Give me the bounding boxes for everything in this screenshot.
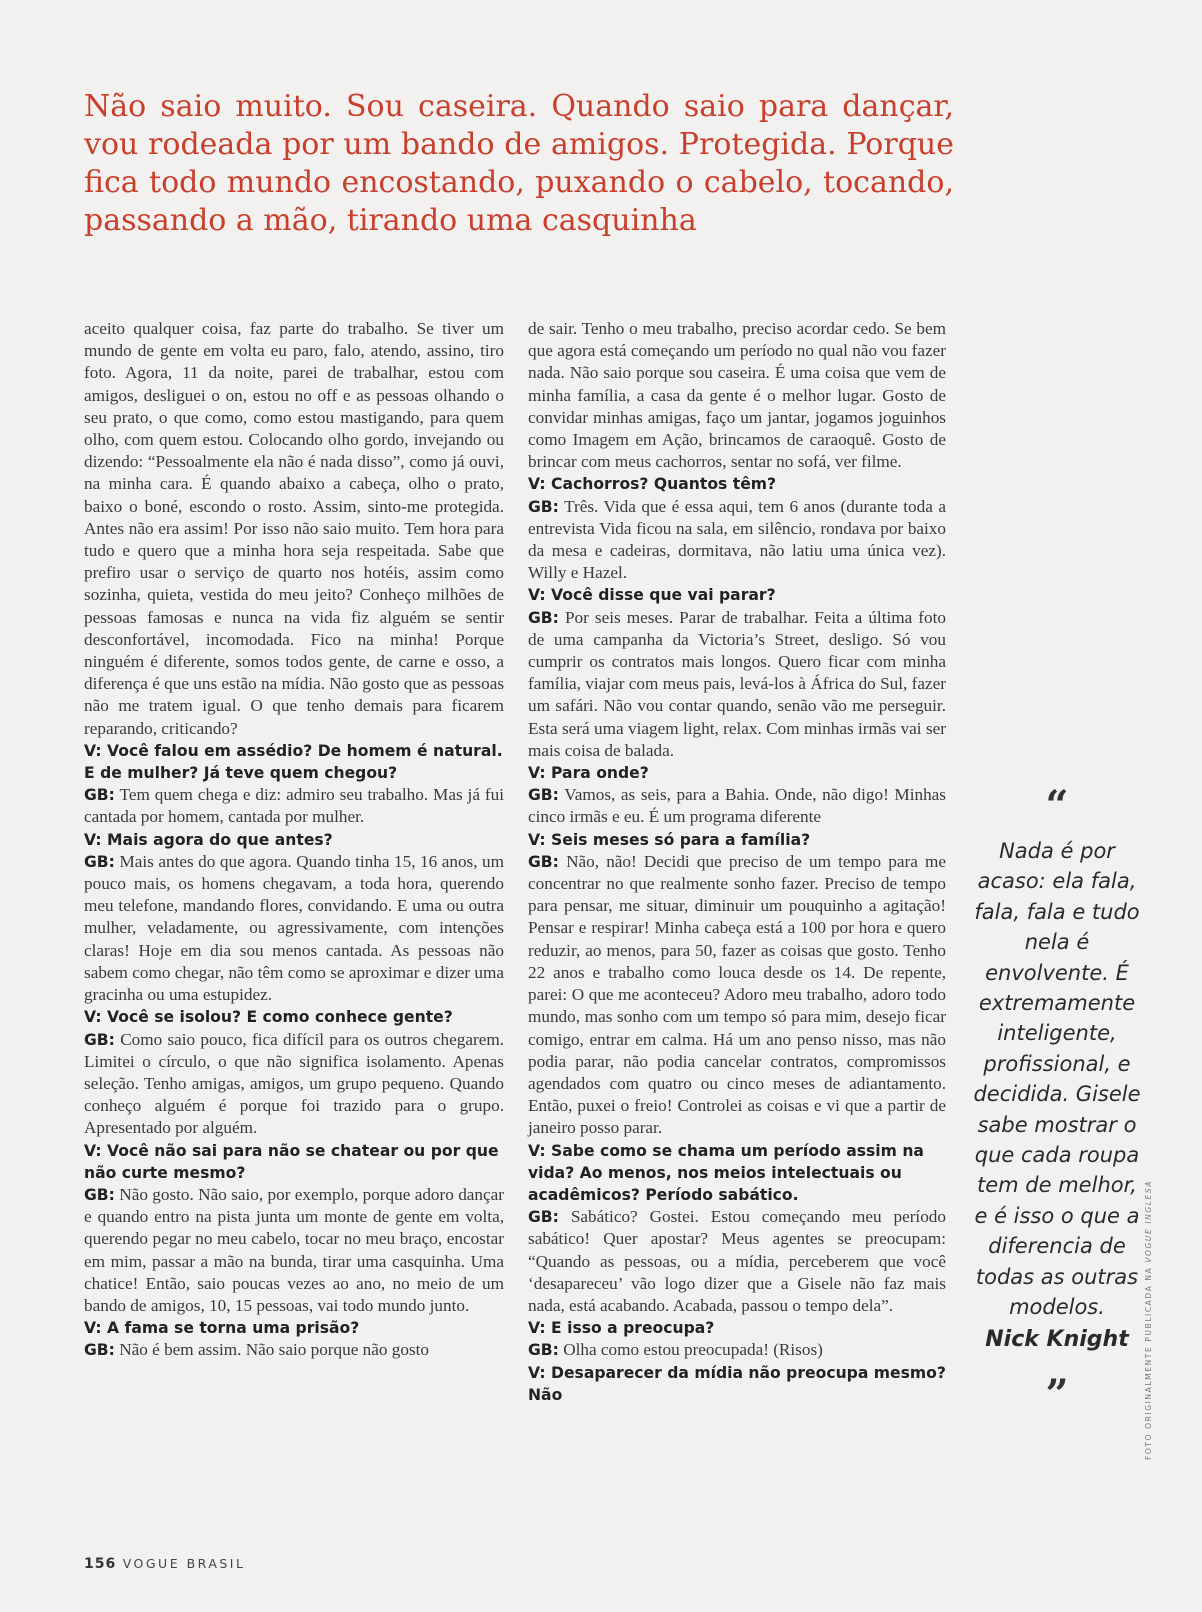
body-paragraph: aceito qualquer coisa, faz parte do trabalho. Se tiver um mundo de gente em volta eu paro, falo, atendo, assino, tiro foto. Agora, 11 da noite, parei de trabalhar, estou com amigos, desliguei o on, estou no off e as pessoas olhando o seu prato, o que como, como estou mastigando, para quem olho, com quem estou. Colocando olho gordo, invejando ou dizendo: “Pessoalmente ela não é nada disso”, como já ouvi, na minha cara. É quando abaixo a cabeça, olho o prato, baixo o boné, escondo o rosto. Assim, sinto-me protegida. Antes não era assim! Por isso não saio muito. Tem hora para tudo e quero que a minha hora seja respeitada. Sabe que prefiro usar o serviço de quarto nos hotéis, assim como sozinha, quieta, vestida do meu jeito? Conheço milhões de pessoas famosas e nunca na vida fiz alguém se sentir desconfortável, incomodada. Fico na minha! Porque ninguém é diferente, somos todos gente, de carne e osso, a diferença é que uns estão na mídia. Não gosto que as pessoas não me tratem igual. O que tenho demais para ficarem reparando, criticando? [84,319,505,738]
headline: Não saio muito. Sou caseira. Quando saio para dançar, vou rodeada por um bando de amigos. Protegida. Porque fica todo mundo encostando, puxando o cabelo, tocando, passando a mão, tirando uma casquinha [84,89,954,238]
body-paragraph: de sair. Tenho o meu trabalho, preciso acordar cedo. Se bem que agora está começando um período no qual não vou fazer nada. Não saio porque sou caseira. É uma coisa que vem de minha família, a casa da gente é o melhor lugar. Gosto de convidar minhas amigas, faço um jantar, jogamos joguinhos como Imagem em Ação, brincamos de caraoquê. Gosto de brincar com meus cachorros, sentar no sofá, ver filme. [528,319,946,472]
interview-answer [84,1184,504,1317]
interview-question: V: Você se isolou? E como conhece gente? [84,1008,453,1027]
answer-text: Olha como estou preocupada! (Risos) [563,1340,823,1360]
close-quote-mark: ” [1045,1370,1069,1418]
answer-text: Por seis meses. Parar de trabalhar. Feita a última foto de uma campanha da Victoria’s Street, desligo. Só vou cumprir os contratos mais longos. Quero ficar com minha família, viajar com meus pais, levá-los à África do Sul, fazer um safári. Não vou contar quando, senão vão me perseguir. Esta será uma viagem light, relax. Com minhas irmãs vai ser mais coisa de balada. [528,607,946,760]
photo-credit-publication: VOGUE INGLESA [1144,1180,1153,1263]
interview-answer [528,784,946,828]
interview-question: V: Sabe como se chama um período assim na vida? Ao menos, nos meios intelectuais ou acadêmicos? Período sabático. [528,1141,924,1204]
speaker-label: GB: [528,497,559,516]
speaker-label: GB: [528,1208,559,1227]
interview-question: V: Cachorros? Quantos têm? [528,475,777,494]
page-folio [84,1556,245,1572]
photo-credit [1144,1180,1153,1460]
interview-question: V: Seis meses só para a família? [528,830,811,849]
pull-quote [972,782,1142,1418]
answer-text: Não, não! Decidi que preciso de um tempo para me concentrar no que realmente sonho fazer. Preciso de tempo para pensar, me situar, diminuir um pouquinho a agitação! Pensar e respirar! Minha cabeça está a 100 por hora e quero reduzir, ao menos, para 50, fazer as coisas que gosto. Tenho 22 anos e trabalho como louca desde os 14. De repente, parei: O que me aconteceu? Adoro meu trabalho, adoro todo mundo, mas sonho com um tempo só para mim, desejo ficar comigo, entrar em calma. Há um ano penso nisso, mas não podia parar, não podia cancelar contratos, compromissos agendados com quatro ou cinco meses de adiantamento. Então, puxei o freio! Controlei as coisas e vi que a partir de janeiro posso parar. [528,851,947,1138]
speaker-label: GB: [84,1185,115,1204]
interview-question: V: Você falou em assédio? De homem é natural. E de mulher? Já teve quem chegou? [84,741,503,783]
answer-text: Não gosto. Não saio, por exemplo, porque adoro dançar e quando entro na pista junta um monte de gente em volta, querendo pegar no meu cabelo, tocar no meu braço, encostar em mim, passar a mão na bunda, tirar uma casquinha. Uma chatice! Então, saio poucas vezes ao ano, no meio de um bando de amigos, 10, 15 pessoas, vai todo mundo junto. [84,1184,504,1315]
answer-text: Tem quem chega e diz: admiro seu trabalho. Mas já fui cantada por homem, cantada por mulher. [84,785,504,827]
interview-question: V: Você disse que vai parar? [528,586,776,605]
interview-answer [528,496,946,585]
speaker-label: GB: [84,852,115,871]
article-column-left [84,318,504,1362]
speaker-label: GB: [528,786,559,805]
speaker-label: GB: [84,1341,115,1360]
answer-text: Mais antes do que agora. Quando tinha 15, 16 anos, um pouco mais, os homens chegavam, a toda hora, querendo meu telefone, mandando flores, convidando. E uma ou outra mulher, veladamente, ou agressivamente, com intenções claras! Hoje em dia sou menos cantada. As pessoas não sabem como chegar, não têm como se aproximar e dizer uma gracinha ou uma estupidez. [84,851,505,1005]
interview-answer [528,1339,946,1361]
interview-question: V: Desaparecer da mídia não preocupa mesmo? Não [528,1363,946,1404]
speaker-label: GB: [528,608,559,627]
page-number: 156 [84,1556,117,1572]
photo-credit-prefix: FOTO ORIGINALMENTE PUBLICADA NA [1144,1262,1153,1460]
answer-text: Não é bem assim. Não saio porque não gosto [119,1340,430,1360]
interview-question: V: A fama se torna uma prisão? [84,1319,360,1338]
pull-quote-author: Nick Knight [985,1326,1129,1352]
speaker-label: GB: [84,1030,115,1049]
answer-text: Vamos, as seis, para a Bahia. Onde, não digo! Minhas cinco irmãs e eu. É um programa diferente [528,785,946,827]
interview-question: V: E isso a preocupa? [528,1319,715,1338]
speaker-label: GB: [528,1341,559,1360]
interview-answer [84,1029,504,1140]
interview-question: V: Você não sai para não se chatear ou por que não curte mesmo? [84,1141,499,1182]
magazine-name: VOGUE BRASIL [122,1556,246,1571]
speaker-label: GB: [528,852,559,871]
answer-text: Sabático? Gostei. Estou começando meu período sabático! Quer apostar? Meus agentes se preocupam: “Quando as pessoas, ou a mídia, perceberem que você ‘desapareceu’ vão logo dizer que a Gisele não faz mais nada, está acabando. Acabada, passou o tempo dela”. [528,1207,946,1315]
interview-answer [84,851,504,1006]
interview-question: V: Mais agora do que antes? [84,830,333,849]
interview-answer [528,607,946,762]
article-column-right [528,318,946,1406]
answer-text: Três. Vida que é essa aqui, tem 6 anos (durante toda a entrevista Vida ficou na sala, em silêncio, rondava por baixo da mesa e cadeiras, dormitava, não latiu uma única vez). Willy e Hazel. [528,496,946,583]
pull-quote-text: Nada é por acaso: ela fala, fala, fala e tudo nela é envolvente. É extremamente inteligente, profissional, e decidida. Gisele sabe mostrar o que cada roupa tem de melhor, e é isso o que a diferencia de todas as outras modelos. [973,839,1141,1320]
interview-answer [84,784,504,828]
interview-answer [528,1206,946,1317]
speaker-label: GB: [84,786,115,805]
interview-answer [528,851,946,1140]
open-quote-mark: “ [1045,782,1069,829]
interview-question: V: Para onde? [528,764,649,783]
answer-text: Como saio pouco, fica difícil para os outros chegarem. Limitei o círculo, o que não significa isolamento. Apenas seleção. Tenho amigas, amigos, um grupo pequeno. Quando conheço alguém é porque foi trazido para o grupo. Apresentado por alguém. [84,1029,504,1138]
interview-answer [84,1339,504,1361]
